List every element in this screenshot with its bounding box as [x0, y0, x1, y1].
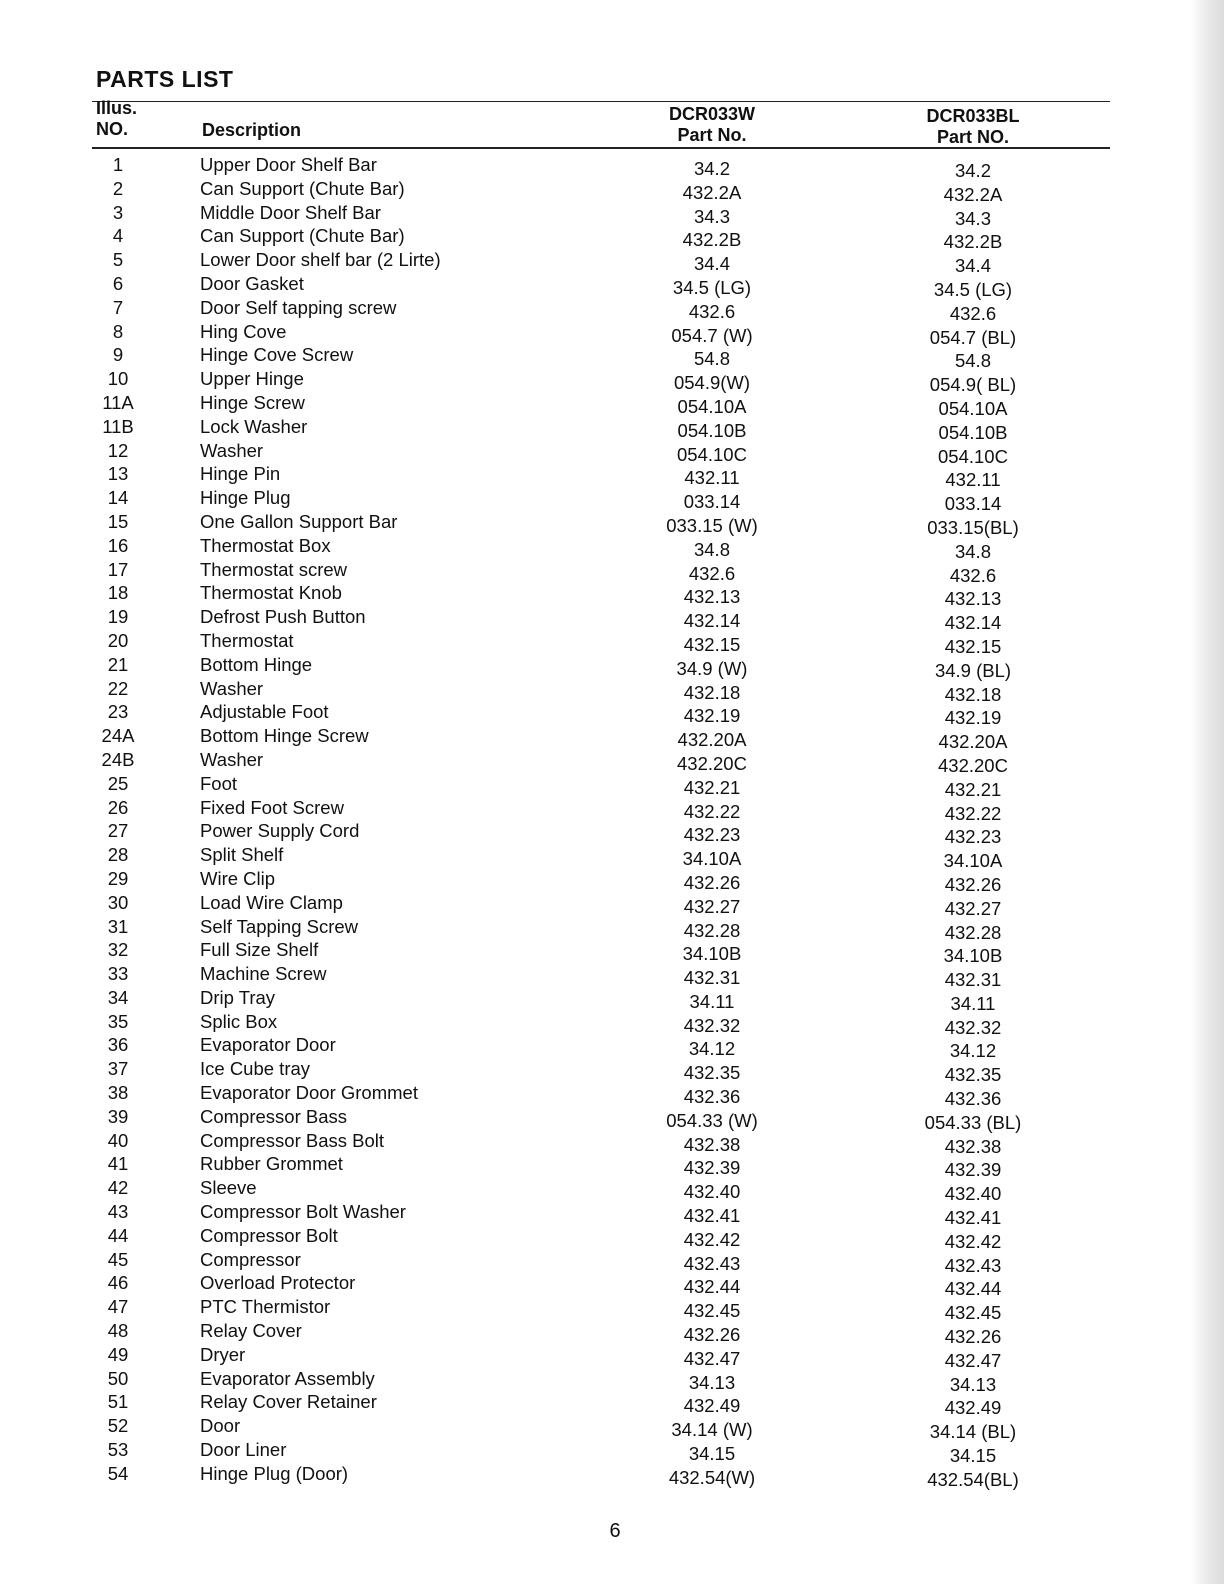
illus-no-cell: 12: [107, 439, 129, 461]
illus-no-cell: 11A: [102, 391, 134, 413]
part-no-bl-cell: 432.6: [949, 302, 997, 324]
part-no-w-cell: 432.44: [683, 1276, 741, 1298]
header-description: Description: [202, 120, 302, 140]
illus-no-cell: 15: [107, 510, 129, 532]
description-cell: One Gallon Support Bar: [200, 510, 398, 532]
illus-no-cell: 40: [107, 1129, 129, 1151]
header-model-w-name: DCR033W: [668, 104, 756, 124]
description-cell: Thermostat screw: [200, 558, 348, 580]
description-cell: Compressor Bass Bolt: [200, 1129, 385, 1151]
description-cell: Hinge Pin: [200, 463, 281, 485]
part-no-bl-cell: 432.15: [944, 635, 1002, 657]
part-no-w-cell: 54.8: [693, 348, 730, 370]
part-no-w-cell: 432.43: [683, 1252, 741, 1274]
description-cell: Overload Protector: [200, 1272, 356, 1294]
description-cell: Hing Cove: [200, 320, 287, 342]
part-no-bl-cell: 432.32: [944, 1016, 1002, 1038]
description-cell: Upper Door Shelf Bar: [200, 154, 377, 175]
illus-no-cell: 25: [107, 772, 129, 794]
description-cell: Defrost Push Button: [200, 606, 366, 628]
page-number: 6: [609, 1520, 621, 1542]
description-cell: Sleeve: [200, 1177, 257, 1199]
table-row: [0, 606, 1224, 634]
description-cell: Power Supply Cord: [200, 820, 360, 842]
table-row: [0, 368, 1224, 396]
illus-no-cell: 8: [112, 320, 124, 342]
illus-no-cell: 52: [107, 1415, 129, 1437]
part-no-w-cell: 432.22: [683, 800, 741, 822]
table-row: [0, 1367, 1224, 1395]
illus-no-cell: 24A: [101, 725, 135, 747]
part-no-w-cell: 054.10B: [677, 419, 747, 441]
table-row: [0, 915, 1224, 943]
table-row: [0, 1343, 1224, 1371]
table-row: [0, 582, 1224, 610]
description-cell: Lower Door shelf bar (2 Lirte): [200, 249, 441, 271]
description-cell: Washer: [200, 677, 264, 699]
part-no-bl-cell: 432.43: [944, 1254, 1002, 1276]
part-no-w-cell: 432.36: [683, 1086, 741, 1108]
part-no-w-cell: 432.32: [683, 1014, 741, 1036]
part-no-w-cell: 432.27: [683, 895, 741, 917]
part-no-w-cell: 432.23: [683, 824, 741, 846]
part-no-bl-cell: 432.40: [944, 1183, 1002, 1205]
illus-no-cell: 5: [112, 249, 124, 271]
part-no-bl-cell: 432.49: [944, 1397, 1002, 1419]
description-cell: Compressor Bass: [200, 1105, 348, 1127]
description-cell: Machine Screw: [200, 963, 327, 985]
table-row: [0, 986, 1224, 1014]
part-no-w-cell: 432.35: [683, 1062, 741, 1084]
part-no-bl-cell: 432.26: [944, 1326, 1002, 1348]
illus-no-cell: 23: [107, 701, 129, 723]
description-cell: Hinge Screw: [200, 391, 305, 413]
illus-no-cell: 48: [107, 1320, 129, 1342]
description-cell: Can Support (Chute Bar): [200, 177, 405, 199]
part-no-bl-cell: 34.11: [950, 992, 996, 1014]
part-no-bl-cell: 34.10A: [943, 850, 1003, 872]
illus-no-cell: 39: [107, 1105, 129, 1127]
description-cell: Compressor Bolt Washer: [200, 1201, 406, 1223]
part-no-bl-cell: 432.20A: [938, 731, 1008, 753]
part-no-bl-cell: 34.3: [954, 207, 991, 229]
part-no-w-cell: 432.2B: [682, 229, 742, 251]
table-row: [0, 653, 1224, 681]
description-cell: Dryer: [200, 1343, 246, 1365]
part-no-bl-cell: 432.31: [944, 969, 1002, 991]
part-no-w-cell: 432.21: [683, 776, 741, 798]
table-row: [0, 748, 1224, 776]
part-no-w-cell: 432.28: [683, 919, 741, 941]
description-cell: Splic Box: [200, 1010, 278, 1032]
table-row: [0, 1248, 1224, 1276]
illus-no-cell: 37: [107, 1058, 129, 1080]
description-cell: Foot: [200, 772, 238, 794]
table-row: [0, 344, 1224, 372]
part-no-w-cell: 033.15 (W): [666, 514, 758, 536]
illus-no-cell: 28: [107, 844, 129, 866]
description-cell: Relay Cover Retainer: [200, 1391, 377, 1413]
table-row: [0, 1224, 1224, 1252]
header-model-bl-sub: Part NO.: [936, 127, 1010, 147]
header-model-bl: [873, 106, 1073, 148]
illus-no-cell: 46: [107, 1272, 129, 1294]
part-no-w-cell: 432.49: [683, 1395, 741, 1417]
description-cell: Thermostat Knob: [200, 582, 342, 604]
illus-no-cell: 21: [107, 653, 129, 675]
part-no-bl-cell: 432.11: [945, 469, 1001, 491]
part-no-bl-cell: 34.12: [949, 1040, 997, 1062]
table-row: [0, 1320, 1224, 1348]
description-cell: Ice Cube tray: [200, 1058, 311, 1080]
illus-no-cell: 18: [107, 582, 129, 604]
part-no-bl-cell: 033.14: [944, 493, 1002, 515]
description-cell: Evaporator Assembly: [200, 1367, 375, 1389]
part-no-w-cell: 432.39: [683, 1157, 741, 1179]
table-row: [0, 701, 1224, 729]
illus-no-cell: 42: [107, 1177, 129, 1199]
table-row: [0, 272, 1224, 300]
table-row: [0, 534, 1224, 562]
part-no-bl-cell: 432.22: [944, 802, 1002, 824]
description-cell: Self Tapping Screw: [200, 915, 359, 937]
description-cell: Bottom Hinge Screw: [200, 725, 369, 747]
description-cell: Relay Cover: [200, 1320, 302, 1342]
table-row: [0, 249, 1224, 277]
parts-table-body: [0, 154, 1224, 1490]
illus-no-cell: 10: [107, 368, 129, 390]
table-row: [0, 1082, 1224, 1110]
part-no-w-cell: 432.26: [683, 871, 741, 893]
part-no-w-cell: 432.20A: [677, 729, 747, 751]
description-cell: Hinge Plug (Door): [200, 1462, 349, 1484]
part-no-w-cell: 432.20C: [677, 752, 747, 774]
illus-no-cell: 54: [107, 1462, 129, 1484]
part-no-bl-cell: 34.2: [954, 160, 991, 181]
part-no-w-cell: 432.19: [683, 705, 741, 727]
table-row: [0, 463, 1224, 491]
illus-no-cell: 27: [107, 820, 129, 842]
part-no-bl-cell: 34.8: [954, 540, 991, 562]
illus-no-cell: 41: [107, 1153, 129, 1175]
part-no-bl-cell: 34.13: [949, 1373, 997, 1395]
part-no-w-cell: 432.47: [683, 1347, 741, 1369]
part-no-w-cell: 432.14: [683, 610, 741, 632]
table-row: [0, 510, 1224, 538]
description-cell: Split Shelf: [200, 844, 284, 866]
part-no-w-cell: 432.6: [688, 300, 736, 322]
description-cell: Washer: [200, 748, 264, 770]
part-no-bl-cell: 432.39: [944, 1159, 1002, 1181]
table-row: [0, 867, 1224, 895]
table-row: [0, 1105, 1224, 1133]
part-no-w-cell: 054.10A: [677, 395, 747, 417]
table-row: [0, 154, 1224, 181]
illus-no-cell: 6: [112, 272, 124, 294]
table-row: [0, 1415, 1224, 1443]
table-row: [0, 225, 1224, 253]
part-no-bl-cell: 432.2B: [943, 231, 1003, 253]
description-cell: Compressor Bolt: [200, 1224, 338, 1246]
header-illus-no: [96, 98, 137, 140]
description-cell: Evaporator Door Grommet: [200, 1082, 418, 1104]
table-row: [0, 796, 1224, 824]
table-row: [0, 1201, 1224, 1229]
part-no-w-cell: 054.9(W): [673, 372, 751, 394]
illus-no-cell: 50: [107, 1367, 129, 1389]
illus-no-cell: 24B: [101, 748, 135, 770]
description-cell: Thermostat Box: [200, 534, 331, 556]
description-cell: Upper Hinge: [200, 368, 304, 390]
part-no-w-cell: 432.38: [683, 1133, 741, 1155]
part-no-bl-cell: 054.33 (BL): [924, 1111, 1022, 1133]
part-no-bl-cell: 432.2A: [943, 183, 1003, 205]
part-no-w-cell: 432.40: [683, 1181, 741, 1203]
part-no-bl-cell: 432.54(BL): [927, 1468, 1019, 1490]
part-no-w-cell: 34.13: [688, 1371, 736, 1393]
description-cell: Hinge Plug: [200, 487, 291, 509]
header-model-w-sub: Part No.: [677, 125, 747, 145]
part-no-bl-cell: 432.35: [944, 1064, 1002, 1086]
part-no-w-cell: 054.33 (W): [666, 1109, 758, 1131]
part-no-w-cell: 432.11: [684, 467, 740, 489]
illus-no-cell: 19: [107, 606, 129, 628]
table-row: [0, 1177, 1224, 1205]
part-no-bl-cell: 34.4: [954, 255, 991, 277]
part-no-bl-cell: 34.9 (BL): [934, 659, 1012, 681]
illus-no-cell: 16: [107, 534, 129, 556]
illus-no-cell: 38: [107, 1082, 129, 1104]
description-cell: Fixed Foot Screw: [200, 796, 344, 818]
header-bottom-rule: [92, 147, 1110, 149]
description-cell: Compressor: [200, 1248, 301, 1270]
table-row: [0, 1272, 1224, 1300]
illus-no-cell: 32: [107, 939, 129, 961]
description-cell: Drip Tray: [200, 986, 276, 1008]
header-illus-line1: Illus.: [96, 98, 138, 118]
part-no-bl-cell: 432.36: [944, 1088, 1002, 1110]
table-row: [0, 725, 1224, 753]
description-cell: Washer: [200, 439, 264, 461]
part-no-bl-cell: 432.27: [944, 897, 1002, 919]
illus-no-cell: 17: [107, 558, 129, 580]
table-row: [0, 1058, 1224, 1086]
description-cell: Door: [200, 1415, 241, 1437]
table-row: [0, 296, 1224, 324]
table-row: [0, 391, 1224, 419]
part-no-bl-cell: 432.21: [944, 778, 1002, 800]
part-no-bl-cell: 432.44: [944, 1278, 1002, 1300]
illus-no-cell: 22: [107, 677, 129, 699]
part-no-w-cell: 033.14: [683, 491, 741, 513]
header-illus-line2: NO.: [96, 119, 129, 139]
table-row: [0, 487, 1224, 515]
header-top-rule: [92, 101, 1110, 102]
part-no-w-cell: 432.41: [683, 1205, 741, 1227]
part-no-bl-cell: 432.38: [944, 1135, 1002, 1157]
part-no-bl-cell: 432.6: [949, 564, 997, 586]
part-no-bl-cell: 432.41: [944, 1207, 1002, 1229]
illus-no-cell: 33: [107, 963, 129, 985]
illus-no-cell: 34: [107, 986, 129, 1008]
description-cell: Bottom Hinge: [200, 653, 313, 675]
description-cell: Middle Door Shelf Bar: [200, 201, 381, 223]
part-no-bl-cell: 34.14 (BL): [929, 1421, 1017, 1443]
part-no-w-cell: 054.7 (W): [671, 324, 753, 346]
illus-no-cell: 29: [107, 867, 129, 889]
part-no-bl-cell: 34.15: [949, 1445, 997, 1467]
illus-no-cell: 26: [107, 796, 129, 818]
description-cell: Load Wire Clamp: [200, 891, 343, 913]
part-no-w-cell: 34.11: [689, 990, 735, 1012]
illus-no-cell: 3: [112, 201, 124, 223]
illus-no-cell: 1: [112, 154, 124, 175]
part-no-w-cell: 432.42: [683, 1228, 741, 1250]
table-row: [0, 1129, 1224, 1157]
table-row: [0, 677, 1224, 705]
illus-no-cell: 14: [107, 487, 129, 509]
table-row: [0, 772, 1224, 800]
part-no-bl-cell: 432.18: [944, 683, 1002, 705]
table-row: [0, 1296, 1224, 1324]
part-no-w-cell: 432.6: [688, 562, 736, 584]
description-cell: Wire Clip: [200, 867, 276, 889]
illus-no-cell: 2: [112, 177, 124, 199]
part-no-w-cell: 34.4: [693, 253, 730, 275]
description-cell: PTC Thermistor: [200, 1296, 331, 1318]
table-row: [0, 1153, 1224, 1181]
table-row: [0, 558, 1224, 586]
table-row: [0, 1462, 1224, 1490]
table-row: [0, 415, 1224, 443]
description-cell: Evaporator Door: [200, 1034, 336, 1056]
illus-no-cell: 31: [107, 915, 129, 937]
description-cell: Door Gasket: [200, 272, 304, 294]
part-no-w-cell: 432.15: [683, 633, 741, 655]
table-row: [0, 201, 1224, 229]
part-no-bl-cell: 34.10B: [943, 945, 1003, 967]
table-row: [0, 177, 1224, 205]
description-cell: Door Self tapping screw: [200, 296, 397, 318]
part-no-w-cell: 432.13: [683, 586, 741, 608]
part-no-bl-cell: 054.9( BL): [929, 374, 1017, 396]
description-cell: Thermostat: [200, 629, 294, 651]
part-no-bl-cell: 054.7 (BL): [929, 326, 1017, 348]
table-row: [0, 1391, 1224, 1419]
part-no-w-cell: 432.26: [683, 1324, 741, 1346]
part-no-bl-cell: 432.42: [944, 1230, 1002, 1252]
table-row: [0, 439, 1224, 467]
description-cell: Can Support (Chute Bar): [200, 225, 405, 247]
illus-no-cell: 35: [107, 1010, 129, 1032]
illus-no-cell: 51: [107, 1391, 129, 1413]
part-no-w-cell: 34.5 (LG): [672, 276, 752, 298]
description-cell: Rubber Grommet: [200, 1153, 343, 1175]
part-no-w-cell: 34.10A: [682, 848, 742, 870]
table-row: [0, 844, 1224, 872]
header-model-w: [612, 104, 812, 146]
illus-no-cell: 43: [107, 1201, 129, 1223]
illus-no-cell: 30: [107, 891, 129, 913]
part-no-w-cell: 054.10C: [677, 443, 747, 465]
illus-no-cell: 11B: [102, 415, 134, 437]
table-row: [0, 939, 1224, 967]
illus-no-cell: 9: [112, 344, 124, 366]
part-no-bl-cell: 34.5 (LG): [933, 278, 1013, 300]
part-no-bl-cell: 054.10A: [938, 397, 1008, 419]
table-row: [0, 1439, 1224, 1467]
part-no-bl-cell: 033.15(BL): [927, 516, 1019, 538]
table-row: [0, 1010, 1224, 1038]
illus-no-cell: 20: [107, 629, 129, 651]
illus-no-cell: 53: [107, 1439, 129, 1461]
table-row: [0, 891, 1224, 919]
part-no-bl-cell: 432.14: [944, 612, 1002, 634]
description-cell: Full Size Shelf: [200, 939, 319, 961]
part-no-bl-cell: 54.8: [954, 350, 991, 372]
part-no-bl-cell: 432.47: [944, 1349, 1002, 1371]
part-no-w-cell: 432.31: [683, 967, 741, 989]
description-cell: Door Liner: [200, 1439, 287, 1461]
part-no-bl-cell: 432.45: [944, 1302, 1002, 1324]
table-row: [0, 820, 1224, 848]
description-cell: Hinge Cove Screw: [200, 344, 354, 366]
table-row: [0, 963, 1224, 991]
part-no-bl-cell: 432.19: [944, 707, 1002, 729]
part-no-w-cell: 34.2: [693, 158, 730, 179]
part-no-w-cell: 34.12: [688, 1038, 736, 1060]
part-no-w-cell: 34.9 (W): [676, 657, 748, 679]
part-no-bl-cell: 432.26: [944, 873, 1002, 895]
part-no-w-cell: 432.45: [683, 1300, 741, 1322]
part-no-w-cell: 34.14 (W): [671, 1419, 753, 1441]
description-cell: Adjustable Foot: [200, 701, 329, 723]
illus-no-cell: 13: [107, 463, 129, 485]
table-row: [0, 629, 1224, 657]
part-no-bl-cell: 054.10C: [938, 445, 1008, 467]
illus-no-cell: 7: [112, 296, 124, 318]
header-model-bl-name: DCR033BL: [926, 106, 1020, 126]
illus-no-cell: 36: [107, 1034, 129, 1056]
description-cell: Lock Washer: [200, 415, 308, 437]
part-no-bl-cell: 432.23: [944, 826, 1002, 848]
illus-no-cell: 4: [112, 225, 124, 247]
illus-no-cell: 49: [107, 1343, 129, 1365]
part-no-w-cell: 432.54(W): [668, 1466, 756, 1488]
table-row: [0, 320, 1224, 348]
illus-no-cell: 47: [107, 1296, 129, 1318]
part-no-w-cell: 34.3: [693, 205, 730, 227]
part-no-w-cell: 34.10B: [682, 943, 742, 965]
part-no-w-cell: 34.8: [693, 538, 730, 560]
illus-no-cell: 44: [107, 1224, 129, 1246]
part-no-w-cell: 432.2A: [682, 181, 742, 203]
part-no-bl-cell: 432.28: [944, 921, 1002, 943]
part-no-bl-cell: 432.13: [944, 588, 1002, 610]
part-no-bl-cell: 432.20C: [938, 754, 1008, 776]
table-row: [0, 1034, 1224, 1062]
illus-no-cell: 45: [107, 1248, 129, 1270]
part-no-bl-cell: 054.10B: [938, 421, 1008, 443]
page-title: PARTS LIST: [96, 66, 234, 92]
part-no-w-cell: 34.15: [688, 1443, 736, 1465]
part-no-w-cell: 432.18: [683, 681, 741, 703]
